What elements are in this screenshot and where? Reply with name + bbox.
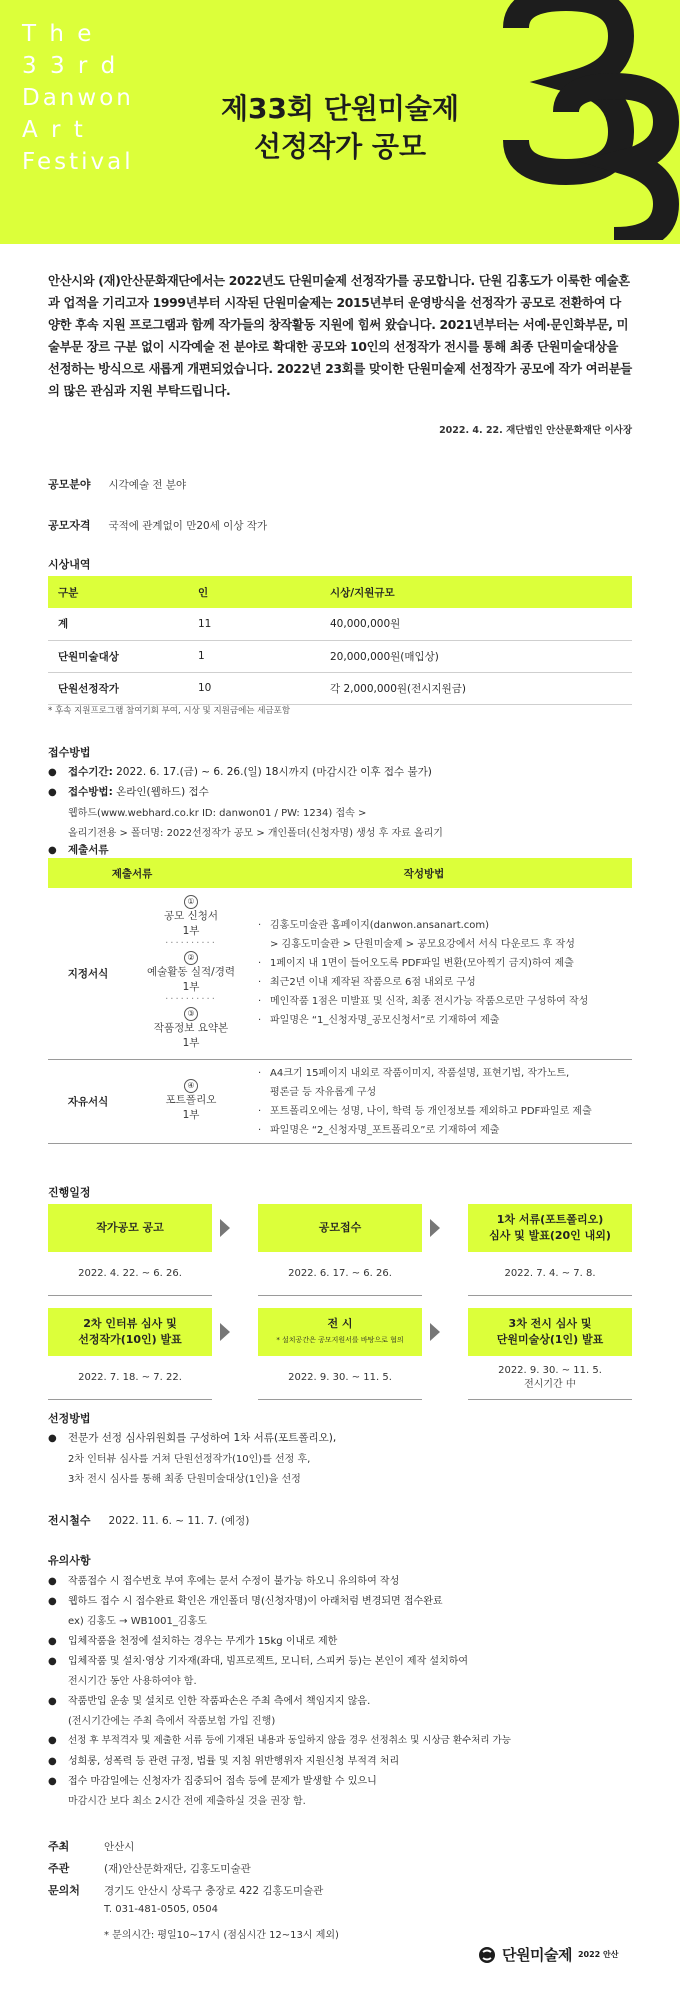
desc-item: 평론글 등 자유롭게 구성 bbox=[270, 1087, 377, 1098]
docs-table bbox=[48, 858, 632, 1136]
festival-logo bbox=[478, 1944, 618, 1965]
schedule-step bbox=[48, 1204, 212, 1252]
bullet-icon: ● bbox=[48, 1756, 57, 1767]
contact-hours: * 문의시간: 평일10~17시 (점심시간 12~13시 제외) bbox=[104, 1930, 339, 1941]
bullet-icon: ● bbox=[48, 1576, 57, 1587]
schedule-step bbox=[468, 1204, 632, 1252]
eligibility-value: 국적에 관계없이 만20세 이상 작가 bbox=[108, 520, 268, 532]
free-block bbox=[48, 1060, 632, 1144]
arrow-right-icon bbox=[220, 1219, 230, 1237]
selection-heading: 선정방법 bbox=[48, 1412, 91, 1425]
doc-item bbox=[136, 1006, 246, 1051]
table-row bbox=[48, 672, 632, 704]
list-item bbox=[48, 1772, 377, 1787]
desc-item: · A4크기 15페이지 내외로 작품이미지, 작품설명, 표현기법, 작가노트, bbox=[258, 1064, 638, 1083]
step-date bbox=[468, 1356, 632, 1400]
bullet-icon: ● bbox=[48, 1596, 57, 1607]
step-title: 공모접수 bbox=[318, 1221, 362, 1234]
dotted-divider: ·········· bbox=[165, 994, 217, 1005]
doc-num: ④ bbox=[184, 1079, 198, 1093]
list-item: 전시기간 동안 사용하여야 함. bbox=[68, 1676, 197, 1687]
contact-phone: T. 031-481-0505, 0504 bbox=[104, 1904, 218, 1915]
note-text: 웹하드 접수 시 접수완료 확인은 개인폴더 명(신청자명)이 아래처럼 변경되면 접수완료 bbox=[68, 1596, 443, 1607]
step-date-text: 2022. 9. 30. ~ 11. 5. bbox=[498, 1364, 602, 1376]
step-date-text: 전시기간 中 bbox=[524, 1378, 576, 1390]
prize-category: 단원선정작가 bbox=[48, 672, 188, 704]
note-text: 접수 마감일에는 신청자가 집중되어 접속 등에 문제가 발생할 수 있으니 bbox=[68, 1776, 377, 1787]
note-text: 작품반입 운송 및 설치로 인한 작품파손은 주최 측에서 책임지지 않음. bbox=[68, 1696, 371, 1707]
step-title: 1차 서류(포트폴리오) bbox=[496, 1213, 604, 1226]
step-sub: 단원미술상(1인) 발표 bbox=[496, 1333, 604, 1346]
bullet-icon: ● bbox=[48, 1696, 57, 1707]
doc-name: 포트폴리오 bbox=[165, 1094, 217, 1106]
step-date-text: 2022. 9. 30. ~ 11. 5. bbox=[288, 1371, 392, 1383]
prize-amount: 40,000,000원 bbox=[320, 608, 632, 640]
doc-qty: 1부 bbox=[182, 981, 200, 993]
prizes-col-category: 구분 bbox=[48, 576, 188, 608]
organizer-label: 주관 bbox=[48, 1862, 70, 1875]
festival-line: Festival bbox=[22, 149, 134, 175]
note-text: 선정 후 부적격자 및 제출한 서류 등에 기재된 내용과 동일하지 않을 경우 선정취소 및 시상금 환수처리 가능 bbox=[68, 1735, 511, 1746]
festival-line: Danwon bbox=[22, 85, 134, 111]
doc-name: 공모 신청서 bbox=[163, 910, 219, 922]
step-date-text: 2022. 7. 4. ~ 7. 8. bbox=[504, 1267, 596, 1279]
prizes-heading: 시상내역 bbox=[48, 558, 91, 571]
contact-address: 경기도 안산시 상록구 충장로 422 김홍도미술관 bbox=[104, 1885, 324, 1897]
list-item bbox=[48, 1732, 511, 1746]
bullet-icon: ● bbox=[48, 787, 57, 798]
selection-text: 2차 인터뷰 심사를 거쳐 단원선정작가(10인)를 선정 후, bbox=[68, 1454, 311, 1465]
list-item: 마감시간 보다 최소 2시간 전에 제출하실 것을 권장 함. bbox=[68, 1796, 306, 1807]
desc-item: · 최근2년 이내 제작된 작품으로 6점 내외로 구성 bbox=[258, 973, 638, 992]
bullet-icon: ● bbox=[48, 1735, 57, 1746]
removal-value: 2022. 11. 6. ~ 11. 7. (예정) bbox=[108, 1515, 250, 1527]
doc-num: ② bbox=[184, 951, 198, 965]
desc-item: · 포트폴리오에는 성명, 나이, 학력 등 개인정보를 제외하고 PDF파일로 제출 bbox=[258, 1102, 638, 1121]
schedule-heading: 진행일정 bbox=[48, 1186, 91, 1199]
step-title: 3차 전시 심사 및 bbox=[508, 1317, 592, 1330]
prizes-col-count: 인 bbox=[188, 576, 320, 608]
logo-mark-icon bbox=[478, 1946, 496, 1964]
docs-col-1: 제출서류 bbox=[111, 867, 153, 880]
list-item bbox=[48, 1652, 468, 1667]
designated-desc bbox=[258, 916, 638, 1030]
eligibility-row bbox=[48, 517, 267, 533]
prize-amount: 20,000,000원(매입상) bbox=[320, 640, 632, 672]
organizer-row bbox=[48, 1860, 251, 1876]
designated-block bbox=[48, 888, 632, 1060]
list-item: (전시기간에는 주최 측에서 작품보험 가입 진행) bbox=[68, 1716, 276, 1727]
prize-count: 1 bbox=[188, 640, 320, 672]
desc-item: · 파일명은 “2_신청자명_포트폴리오”로 기재하여 제출 bbox=[258, 1121, 638, 1140]
contact-row bbox=[48, 1882, 323, 1898]
title-line-1: 제33회 단원미술제 bbox=[220, 92, 460, 125]
prize-category: 계 bbox=[48, 608, 188, 640]
doc-name: 예술활동 실적/경력 bbox=[146, 966, 236, 978]
doc-qty: 1부 bbox=[182, 925, 200, 937]
prize-amount: 각 2,000,000원(전시지원금) bbox=[320, 672, 632, 704]
field-label: 공모분야 bbox=[48, 478, 91, 491]
step-title: 작가공모 공고 bbox=[96, 1221, 164, 1234]
signature: 2022. 4. 22. 재단법인 안산문화재단 이사장 bbox=[439, 425, 632, 436]
step-date bbox=[258, 1252, 422, 1296]
organizer-value: (재)안산문화재단, 김홍도미술관 bbox=[104, 1863, 251, 1875]
list-item bbox=[48, 1592, 443, 1607]
host-row bbox=[48, 1838, 134, 1854]
doc-item bbox=[136, 1078, 246, 1123]
doc-qty: 1부 bbox=[182, 1109, 200, 1121]
note-text: 작품접수 시 접수번호 부여 후에는 문서 수정이 불가능 하오니 유의하여 작성 bbox=[68, 1576, 400, 1587]
step-date bbox=[258, 1356, 422, 1400]
prize-count: 10 bbox=[188, 672, 320, 704]
list-item bbox=[48, 1692, 370, 1707]
submission-period bbox=[48, 764, 432, 779]
submission-method bbox=[48, 784, 209, 799]
prize-category: 단원미술대상 bbox=[48, 640, 188, 672]
arrow-right-icon bbox=[220, 1323, 230, 1341]
webhard-line-2: 올리기전용 > 폴더명: 2022선정작가 공모 > 개인폴더(신청자명) 생성 후 자료 올리기 bbox=[68, 828, 443, 839]
step-sub: 심사 및 발표(20인 내외) bbox=[489, 1229, 611, 1242]
step-date-text: 2022. 4. 22. ~ 6. 26. bbox=[78, 1267, 182, 1279]
step-sub: 선정작가(10인) 발표 bbox=[78, 1333, 182, 1346]
host-value: 안산시 bbox=[104, 1841, 135, 1853]
selection-text: 전문가 선정 심사위원회를 구성하여 1차 서류(포트폴리오), bbox=[68, 1432, 337, 1444]
eligibility-label: 공모자격 bbox=[48, 519, 91, 532]
prizes-header-row bbox=[48, 576, 632, 608]
field-value: 시각예술 전 분야 bbox=[108, 479, 187, 491]
period-label: 접수기간: bbox=[68, 766, 113, 778]
removal-row bbox=[48, 1512, 249, 1528]
removal-label: 전시철수 bbox=[48, 1514, 91, 1527]
bullet-icon: ● bbox=[48, 845, 57, 856]
doc-name: 작품정보 요약본 bbox=[153, 1022, 229, 1034]
logo-text: 단원미술제 bbox=[502, 1946, 572, 1964]
selection-text: 3차 전시 심사를 통해 최종 단원미술대상(1인)을 선정 bbox=[68, 1474, 301, 1485]
schedule-step bbox=[258, 1204, 422, 1252]
festival-wordmark bbox=[22, 18, 172, 178]
submission-heading: 접수방법 bbox=[48, 746, 91, 759]
webhard-line-1: 웹하드(www.webhard.co.kr ID: danwon01 / PW: 1234) 접속 > bbox=[68, 808, 367, 819]
step-sub: * 설치공간은 공모지원서를 바탕으로 협의 bbox=[276, 1336, 404, 1344]
festival-line: 3 3 r d bbox=[22, 53, 119, 79]
period-value: 2022. 6. 17.(금) ~ 6. 26.(일) 18시까지 (마감시간 이후 접수 불가) bbox=[116, 766, 432, 778]
notes-heading: 유의사항 bbox=[48, 1554, 91, 1567]
page-title bbox=[200, 90, 480, 166]
list-item bbox=[48, 1632, 337, 1647]
step-date-text: 2022. 6. 17. ~ 6. 26. bbox=[288, 1267, 392, 1279]
step-date bbox=[48, 1356, 212, 1400]
arrow-right-icon bbox=[430, 1219, 440, 1237]
method-label: 접수방법: bbox=[68, 786, 113, 798]
selection-line bbox=[48, 1430, 336, 1445]
docs-label-row bbox=[48, 842, 109, 857]
festival-line: A r t bbox=[22, 117, 86, 143]
desc-item: · 1페이지 내 1면이 들어오도록 PDF파일 변환(모아찍기 금지)하여 제출 bbox=[258, 954, 638, 973]
step-date bbox=[48, 1252, 212, 1296]
list-item bbox=[48, 1752, 399, 1767]
table-row bbox=[48, 640, 632, 672]
method-value: 온라인(웹하드) 접수 bbox=[116, 786, 209, 798]
free-category: 자유서식 bbox=[67, 1096, 109, 1108]
free-desc bbox=[258, 1064, 638, 1140]
prizes-col-amount: 시상/지원규모 bbox=[320, 576, 632, 608]
schedule-step bbox=[258, 1308, 422, 1356]
doc-item bbox=[136, 950, 246, 995]
big-33-graphic bbox=[486, 0, 680, 240]
doc-num: ③ bbox=[184, 1007, 198, 1021]
prizes-table bbox=[48, 576, 632, 705]
docs-col-2: 작성방법 bbox=[403, 867, 445, 880]
intro-paragraph: 안산시와 (재)안산문화재단에서는 2022년도 단원미술제 선정작가를 공모합니다. 단원 김홍도가 이룩한 예술혼과 업적을 기리고자 1999년부터 시작된 단원미술제는 2015년부터 운영방식을 선정작가 공모로 전환하여 다양한 후속 지원 프로그램과 함께 작가들의 창작활동 지원에 힘써 왔습니다. 2021년부터는 서예·문인화부문, 미술부문 장르 구분 없이 시각예술 전 분야로 확대한 공모와 10인의 선정작가 전시를 통해 최종 단원미술대상을 선정하는 방식으로 새롭게 개편되었습니다. 2022년 23회를 맞이한 단원미술제 선정작가 공모에 작가 여러분들의 많은 관심과 지원 부탁드립니다. bbox=[48, 274, 633, 398]
contact-label: 문의처 bbox=[48, 1884, 80, 1897]
list-item bbox=[48, 1572, 399, 1587]
note-text: 입체작품 및 설치·영상 기자재(좌대, 빔프로젝트, 모니터, 스피커 등)는 본인이 제작 설치하여 bbox=[68, 1656, 469, 1667]
list-item: ex) 김홍도 → WB1001_김홍도 bbox=[68, 1616, 207, 1627]
bullet-icon: ● bbox=[48, 767, 57, 778]
prize-count: 11 bbox=[188, 608, 320, 640]
desc-item: > 김홍도미술관 > 단원미술제 > 공모요강에서 서식 다운로드 후 작성 bbox=[270, 939, 575, 950]
schedule-step bbox=[48, 1308, 212, 1356]
field-row bbox=[48, 476, 186, 492]
bullet-icon: ● bbox=[48, 1656, 57, 1667]
doc-item bbox=[136, 894, 246, 939]
docs-label: 제출서류 bbox=[68, 844, 109, 856]
doc-num: ① bbox=[184, 895, 198, 909]
note-text: 입체작품을 천정에 설치하는 경우는 무게가 15kg 이내로 제한 bbox=[68, 1636, 338, 1647]
step-date bbox=[468, 1252, 632, 1296]
desc-item: · 메인작품 1점은 미발표 및 신작, 최종 전시가능 작품으로만 구성하여 작성 bbox=[258, 992, 638, 1011]
bullet-icon: ● bbox=[48, 1433, 57, 1444]
note-text: 성희롱, 성폭력 등 관련 규정, 법률 및 지침 위반행위자 지원신청 부적격 처리 bbox=[68, 1756, 400, 1767]
step-date-text: 2022. 7. 18. ~ 7. 22. bbox=[78, 1371, 182, 1383]
title-line-2: 선정작가 공모 bbox=[253, 130, 427, 163]
step-title: 전 시 bbox=[327, 1317, 353, 1330]
step-title: 2차 인터뷰 심사 및 bbox=[83, 1317, 177, 1330]
table-row bbox=[48, 608, 632, 640]
festival-line: T h e bbox=[22, 21, 95, 47]
docs-header bbox=[48, 858, 632, 888]
arrow-right-icon bbox=[430, 1323, 440, 1341]
designated-category: 지정서식 bbox=[67, 968, 109, 980]
dotted-divider: ·········· bbox=[165, 938, 217, 949]
desc-item: · 파일명은 “1_신청자명_공모신청서”로 기재하여 제출 bbox=[258, 1011, 638, 1030]
bullet-icon: ● bbox=[48, 1636, 57, 1647]
desc-item: · 김홍도미술관 홈페이지(danwon.ansanart.com) bbox=[258, 916, 638, 935]
prizes-note: * 후속 지원프로그램 참여기회 부여, 시상 및 지원금에는 세금포함 bbox=[48, 706, 291, 716]
logo-year: 2022 안산 bbox=[577, 1950, 619, 1959]
host-label: 주최 bbox=[48, 1840, 70, 1853]
header-banner bbox=[0, 0, 680, 244]
bullet-icon: ● bbox=[48, 1776, 57, 1787]
schedule-step bbox=[468, 1308, 632, 1356]
doc-qty: 1부 bbox=[182, 1037, 200, 1049]
